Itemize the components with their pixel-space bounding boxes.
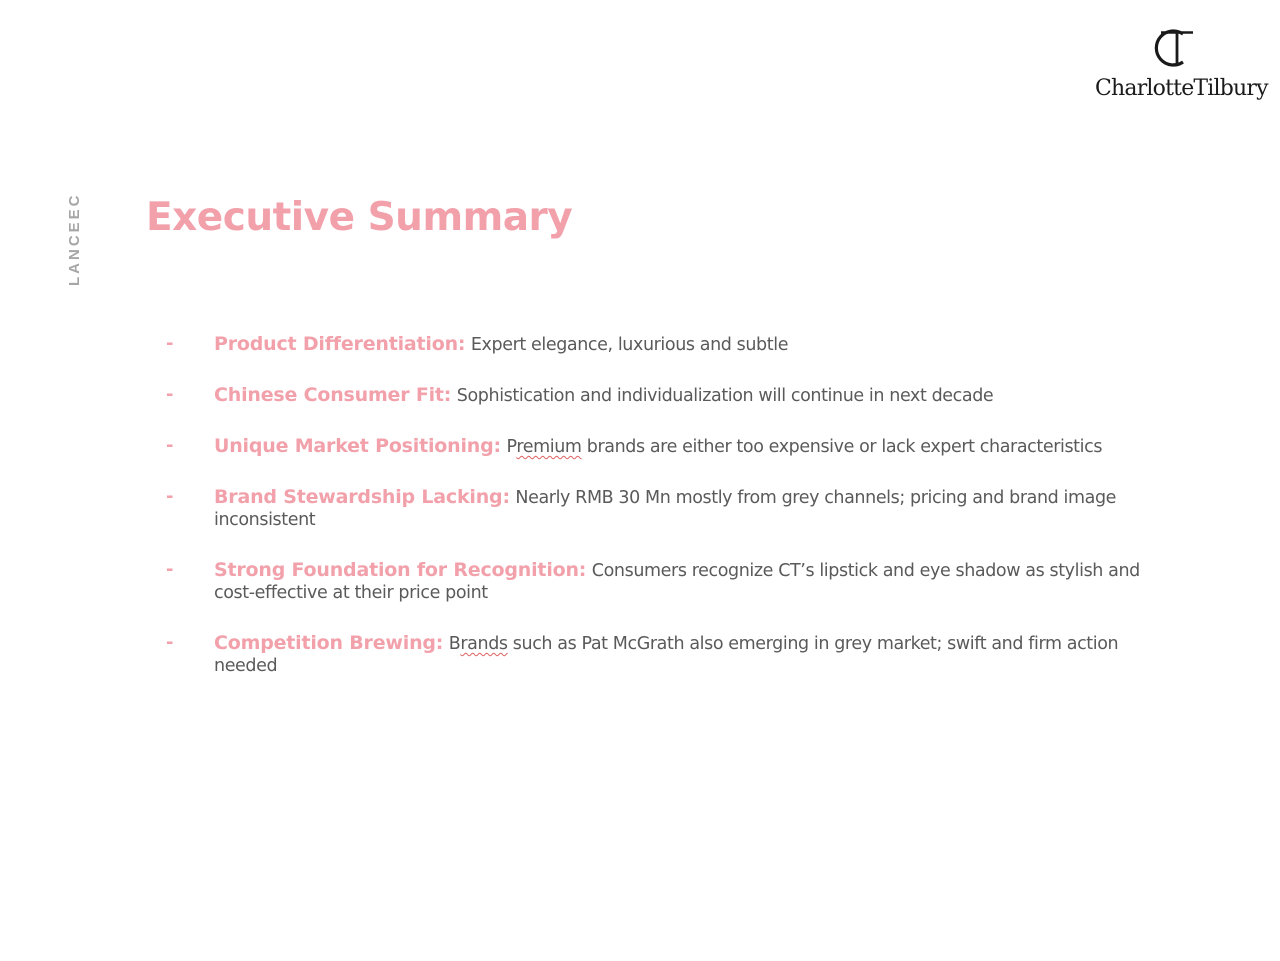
- bullet-description: brands are either too expensive or lack expert characteristics: [581, 437, 1103, 457]
- bullet-marker: -: [166, 333, 174, 354]
- bullet-label: Product Differentiation:: [214, 333, 466, 355]
- logo-wordmark: CharlotteTilbury: [1095, 76, 1268, 101]
- bullet-text: [214, 384, 1184, 407]
- bullet-description: such as Pat McGrath also emerging in grey market; swift and firm action needed: [214, 634, 1119, 676]
- bullet-marker: -: [166, 435, 174, 456]
- bullet-text: [214, 333, 1184, 356]
- bullet-label: Chinese Consumer Fit:: [214, 384, 452, 406]
- bullet-description: Expert elegance, luxurious and subtle: [470, 335, 789, 355]
- bullet-description: Sophistication and individualization will continue in next decade: [456, 386, 994, 406]
- page-title: Executive Summary: [146, 195, 573, 240]
- bullet-marker: -: [166, 384, 174, 405]
- bullet-marker: -: [166, 559, 174, 580]
- bullet-description: Nearly RMB 30 Mn mostly from grey channels; pricing and brand image inconsistent: [214, 488, 1117, 530]
- bullet-marker: -: [166, 632, 174, 653]
- bullet-description: Consumers recognize CT’s lipstick and eye shadow as stylish and cost-effective at their price point: [214, 561, 1140, 603]
- bullet-label: Competition Brewing:: [214, 632, 444, 654]
- spellcheck-flagged-word: rands: [460, 634, 508, 654]
- bullet-desc-lead: P: [506, 437, 517, 457]
- bullet-marker: -: [166, 486, 174, 507]
- bullet-text: [214, 435, 1184, 458]
- side-vertical-label: LANCEEC: [66, 192, 83, 286]
- bullet-label: Unique Market Positioning:: [214, 435, 501, 457]
- bullet-text: [214, 559, 1184, 604]
- bullet-text: [214, 632, 1184, 677]
- spellcheck-flagged-word: remium: [516, 437, 582, 457]
- bullet-label: Brand Stewardship Lacking:: [214, 486, 510, 508]
- bullet-text: [214, 486, 1184, 531]
- bullet-desc-lead: B: [448, 634, 461, 654]
- bullet-label: Strong Foundation for Recognition:: [214, 559, 587, 581]
